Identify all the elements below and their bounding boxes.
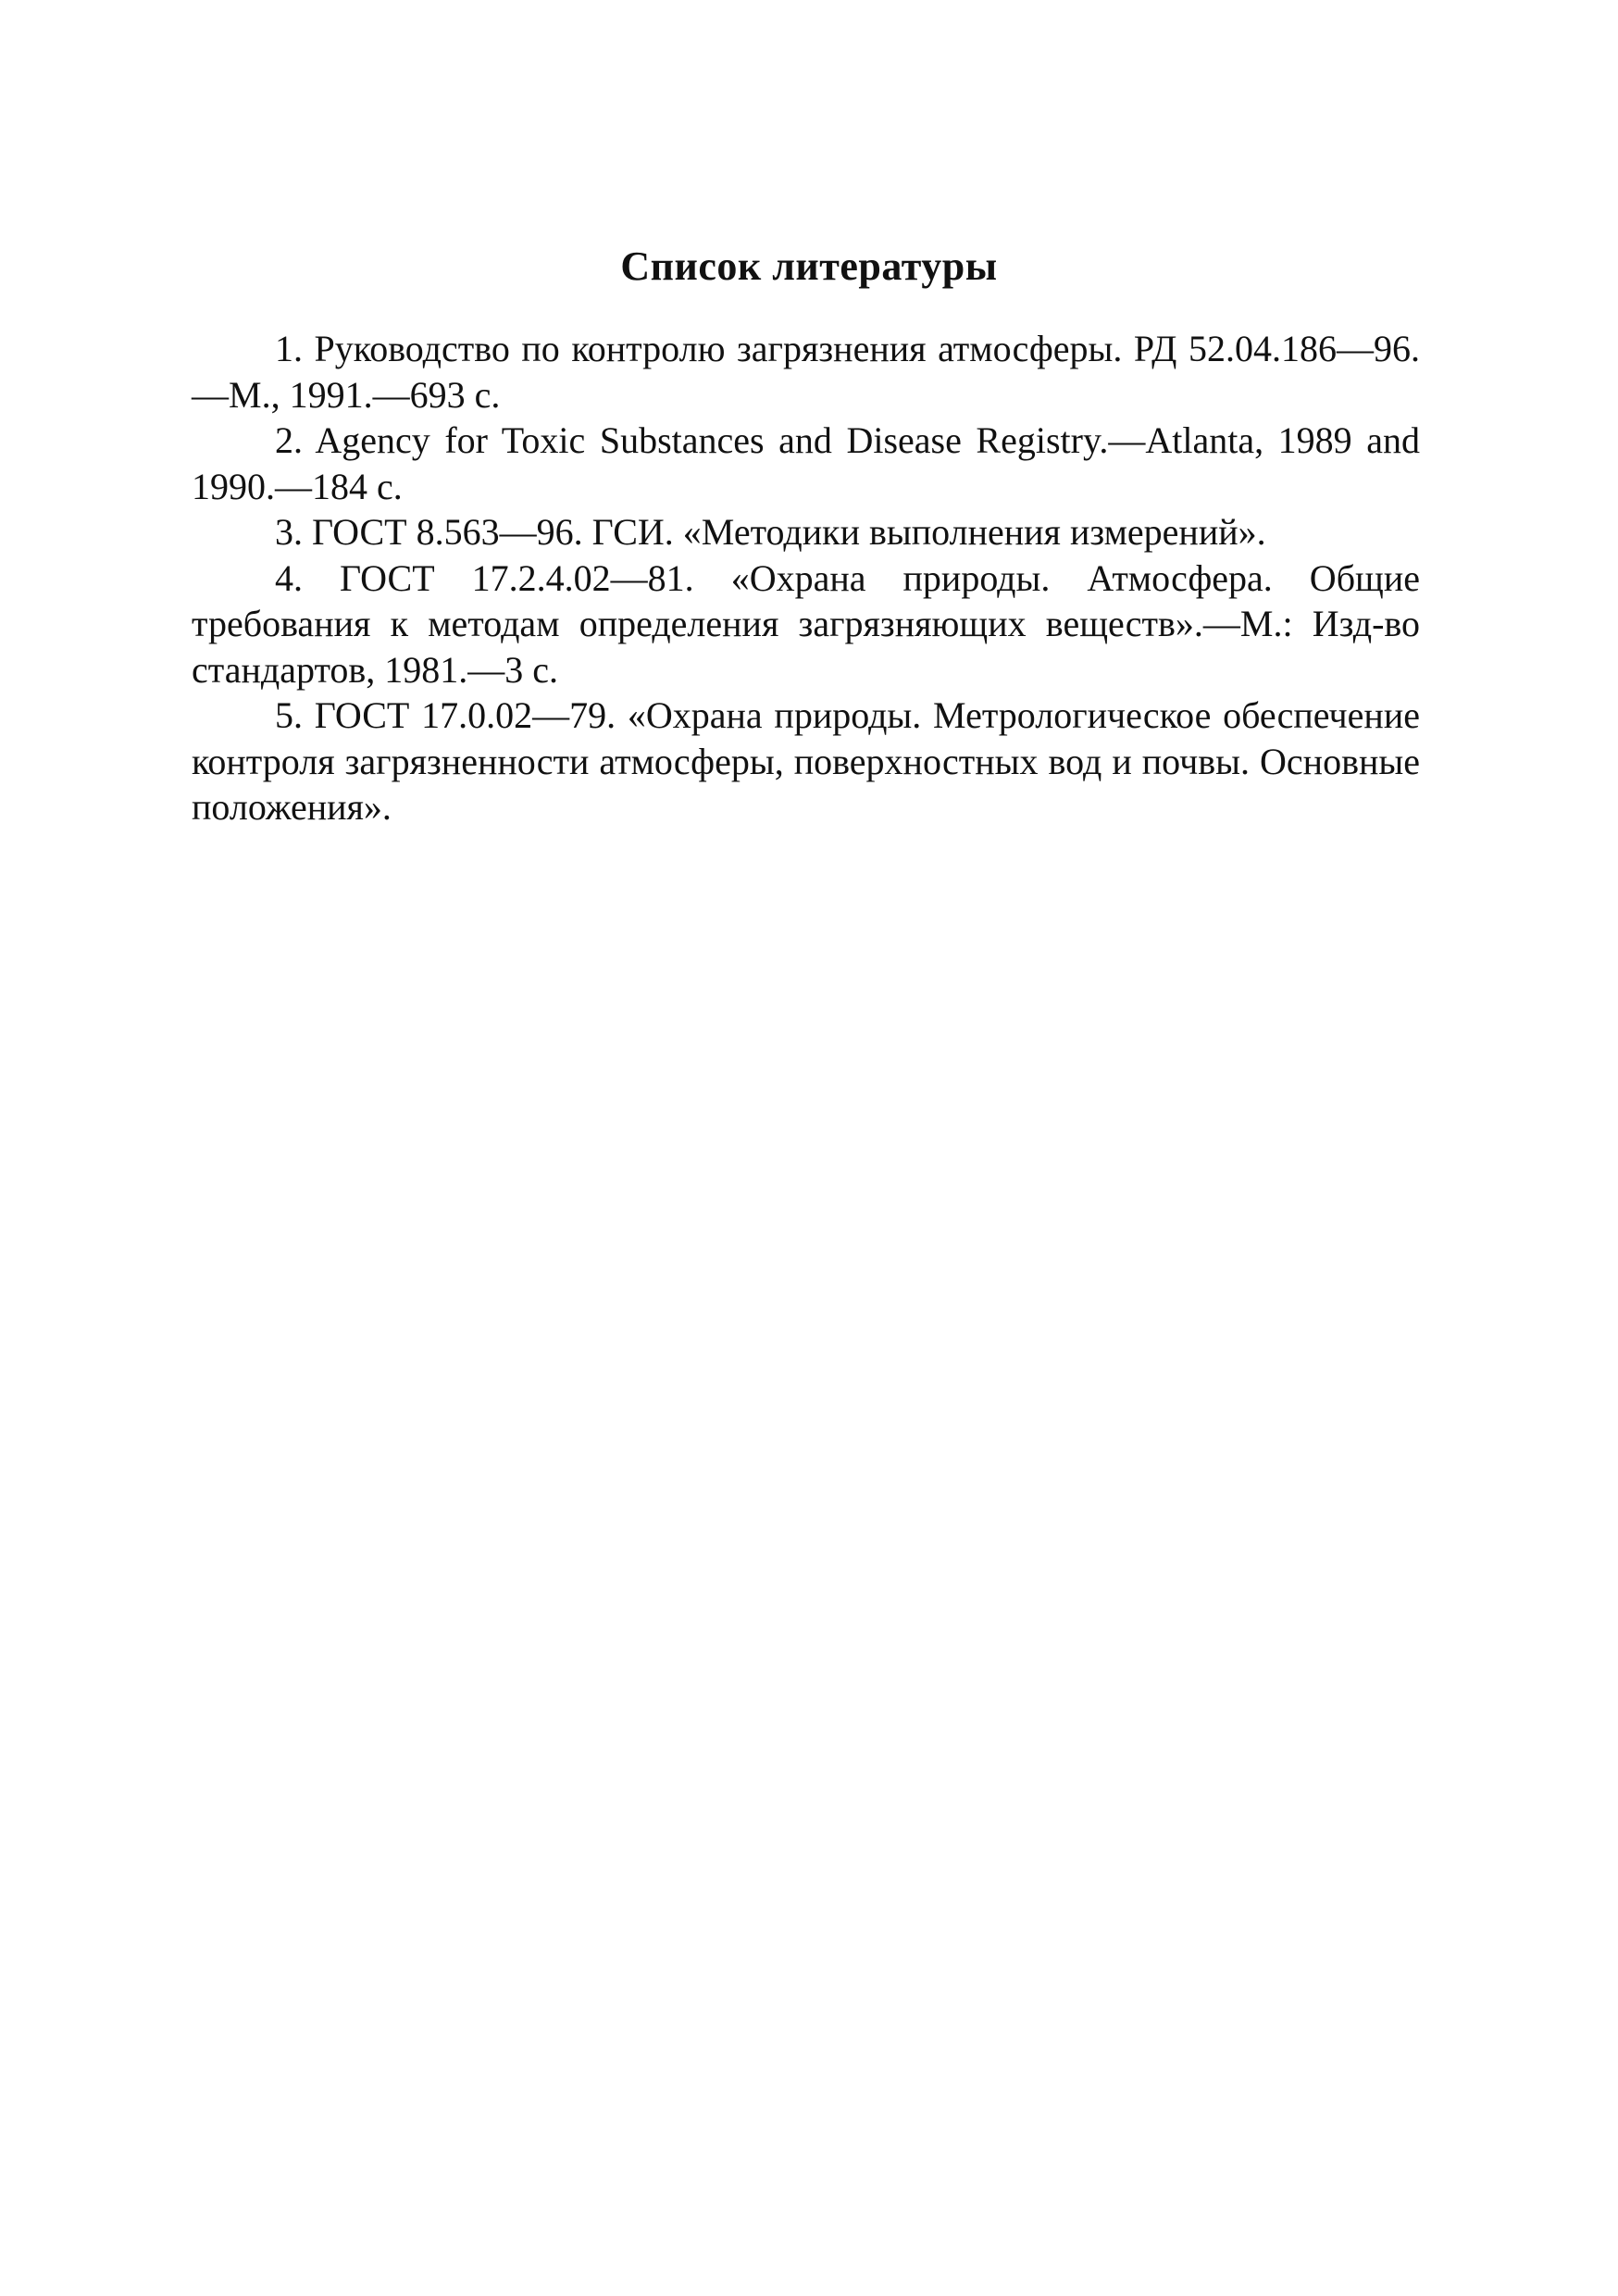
page-title: Список литературы — [620, 243, 998, 289]
reference-text: ГОСТ 8.563—96. ГСИ. «Методики выполнения измерений». — [312, 511, 1266, 553]
reference-item-4 — [192, 555, 1420, 693]
reference-text: Руководство по контролю загрязнения атмосферы. РД 52.04.186—96.—М., 1991.—693 с. — [192, 328, 1420, 416]
reference-number: 2. — [275, 419, 303, 461]
reference-number: 3. — [275, 511, 303, 553]
reference-item-1 — [192, 326, 1420, 418]
reference-text: Agency for Toxic Substances and Disease Registry.—Atlanta, 1989 and 1990.—184 с. — [192, 419, 1420, 507]
reference-item-3 — [192, 509, 1420, 555]
reference-item-2 — [192, 418, 1420, 509]
reference-number: 1. — [275, 328, 303, 369]
reference-text: ГОСТ 17.2.4.02—81. «Охрана природы. Атмосфера. Общие требования к методам определения загрязняющих веществ».—М.: Изд-во стандартов, 1981.—3 с. — [192, 556, 1421, 691]
reference-number: 5. — [275, 694, 303, 736]
reference-list — [192, 326, 1420, 830]
reference-item-5 — [192, 693, 1420, 830]
reference-text: ГОСТ 17.0.02—79. «Охрана природы. Метрологическое обеспечение контроля загрязненности атмосферы, поверхностных вод и почвы. Основные положения». — [192, 694, 1420, 828]
reference-number: 4. — [275, 556, 303, 599]
